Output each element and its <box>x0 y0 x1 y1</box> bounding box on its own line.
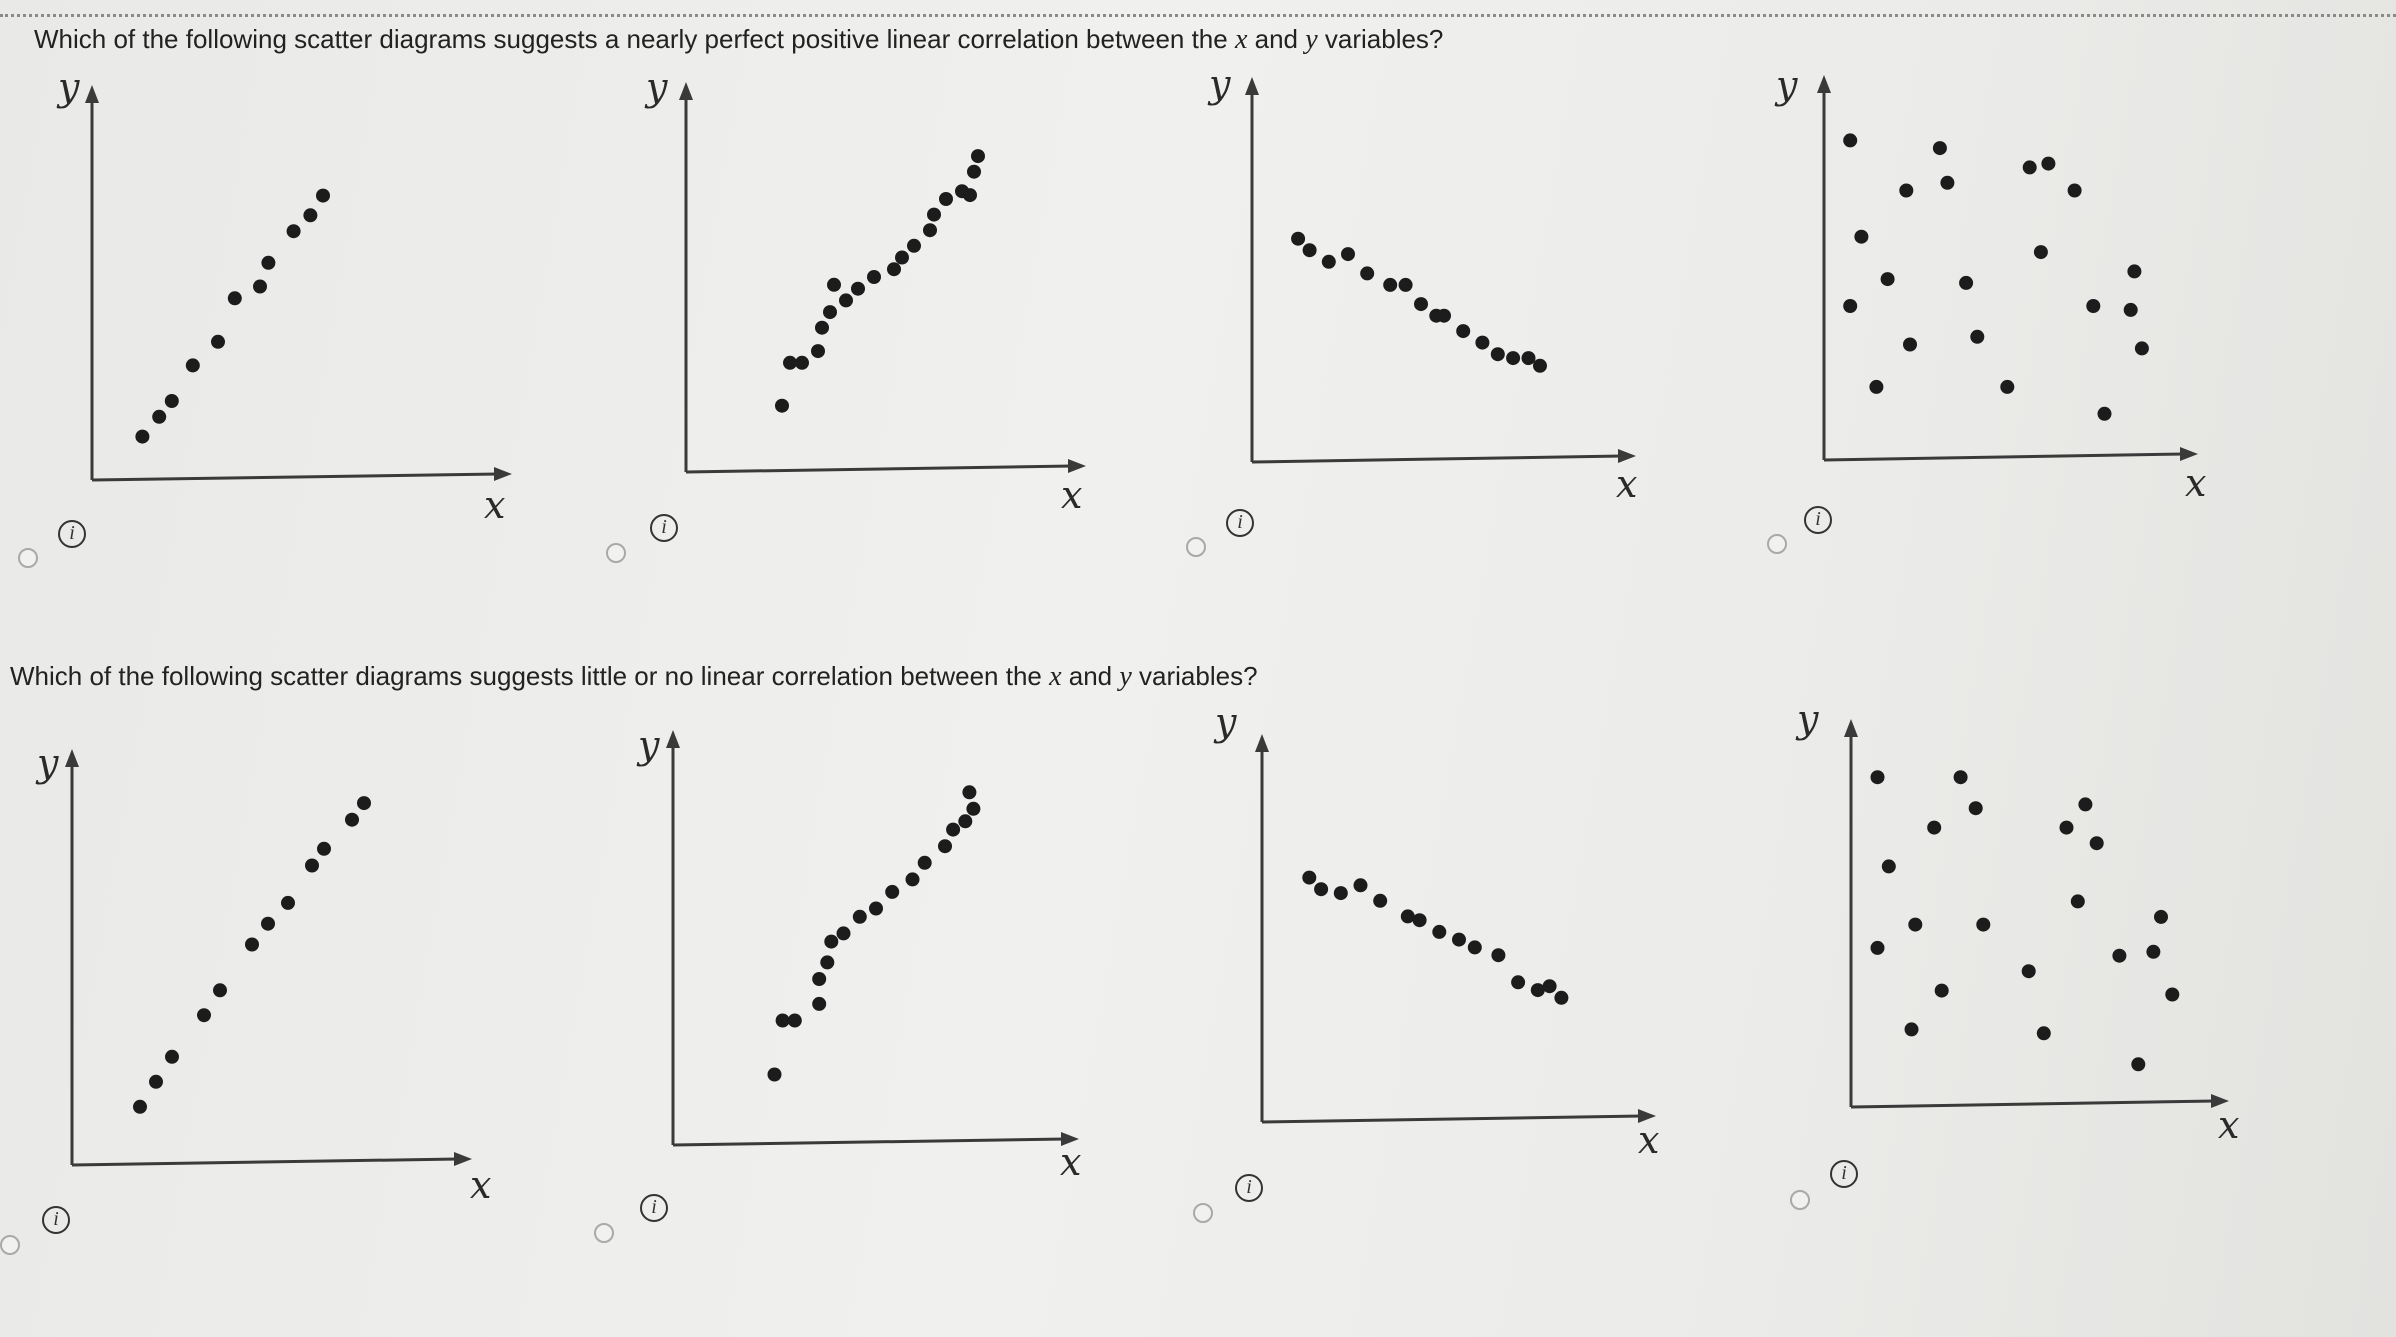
data-point <box>1871 941 1885 955</box>
y-axis-label: y <box>58 65 80 109</box>
data-point <box>927 208 941 222</box>
data-point <box>2112 949 2126 963</box>
data-point <box>2090 836 2104 850</box>
data-point <box>152 410 166 424</box>
data-point <box>823 305 837 319</box>
data-point <box>1554 991 1568 1005</box>
data-point <box>253 280 267 294</box>
x-axis-label: x <box>484 483 506 527</box>
data-point <box>1354 878 1368 892</box>
answer-radio-q2-option-3[interactable] <box>1193 1203 1213 1223</box>
data-point <box>305 859 319 873</box>
data-point <box>2022 964 2036 978</box>
data-point <box>1506 351 1520 365</box>
x-axis-line <box>72 1159 458 1165</box>
data-point <box>1399 278 1413 292</box>
y-axis-arrow <box>679 82 693 100</box>
data-point <box>1522 351 1536 365</box>
scatter-plot-q1-option-3 <box>1207 62 1637 506</box>
info-icon[interactable]: i <box>42 1206 70 1234</box>
data-point <box>2127 264 2141 278</box>
y-axis-label: y <box>37 741 59 785</box>
data-point <box>228 291 242 305</box>
answer-radio-q1-option-1[interactable] <box>18 548 38 568</box>
data-point <box>317 842 331 856</box>
x-axis-line <box>1851 1101 2215 1107</box>
data-point <box>1969 801 1983 815</box>
y-axis-label: y <box>1776 63 1798 107</box>
x-axis-label: x <box>470 1163 492 1207</box>
data-point <box>245 938 259 952</box>
data-point <box>1322 255 1336 269</box>
data-point <box>1905 1022 1919 1036</box>
data-point <box>820 955 834 969</box>
data-point <box>165 394 179 408</box>
data-point <box>1959 276 1973 290</box>
data-point <box>1543 979 1557 993</box>
data-point <box>768 1068 782 1082</box>
data-point <box>1414 297 1428 311</box>
data-point <box>1843 133 1857 147</box>
data-point <box>1413 913 1427 927</box>
data-point <box>1383 278 1397 292</box>
data-point <box>853 910 867 924</box>
x-axis-label: x <box>1060 1140 1082 1184</box>
x-axis-arrow <box>2180 447 2198 461</box>
data-point <box>149 1075 163 1089</box>
data-point <box>811 344 825 358</box>
data-point <box>1303 243 1317 257</box>
data-point <box>827 278 841 292</box>
data-point <box>287 224 301 238</box>
data-point <box>2098 407 2112 421</box>
y-axis-arrow <box>1844 719 1858 737</box>
question-1-text: Which of the following scatter diagrams suggests a nearly perfect positive linear correlation between the x and y variables? <box>34 24 1444 55</box>
answer-radio-q2-option-4[interactable] <box>1790 1190 1810 1210</box>
data-point <box>133 1100 147 1114</box>
data-point <box>869 902 883 916</box>
x-axis-label: x <box>2185 461 2207 505</box>
data-point <box>2037 1026 2051 1040</box>
data-point <box>1511 975 1525 989</box>
scatter-plot-q2-option-4 <box>1795 697 2239 1147</box>
x-axis-line <box>1262 1116 1642 1122</box>
data-point <box>776 1014 790 1028</box>
data-point <box>938 839 952 853</box>
info-icon[interactable]: i <box>1226 509 1254 537</box>
x-axis-line <box>92 474 498 480</box>
data-point <box>795 356 809 370</box>
data-point <box>1456 324 1470 338</box>
data-point <box>1341 247 1355 261</box>
data-point <box>885 885 899 899</box>
data-point <box>918 856 932 870</box>
x-axis-arrow <box>1618 449 1636 463</box>
info-icon[interactable]: i <box>1804 506 1832 534</box>
data-point <box>824 935 838 949</box>
data-point <box>1291 232 1305 246</box>
data-point <box>1927 821 1941 835</box>
data-point <box>851 282 865 296</box>
data-point <box>2154 910 2168 924</box>
data-point <box>2034 245 2048 259</box>
data-point <box>261 917 275 931</box>
data-point <box>345 813 359 827</box>
x-axis-arrow <box>1068 459 1086 473</box>
data-point <box>1491 948 1505 962</box>
y-axis-arrow <box>1817 75 1831 93</box>
x-axis-arrow <box>494 467 512 481</box>
answer-radio-q2-option-1[interactable] <box>0 1235 20 1255</box>
data-point <box>815 321 829 335</box>
data-point <box>867 270 881 284</box>
data-point <box>1881 272 1895 286</box>
data-point <box>1843 299 1857 313</box>
info-icon[interactable]: i <box>1830 1160 1858 1188</box>
data-point <box>1954 770 1968 784</box>
data-point <box>2135 341 2149 355</box>
data-point <box>135 430 149 444</box>
y-axis-label: y <box>646 65 668 109</box>
data-point <box>837 926 851 940</box>
data-point <box>2124 303 2138 317</box>
answer-radio-q2-option-2[interactable] <box>594 1223 614 1243</box>
y-axis-label: y <box>638 723 660 767</box>
x-axis-line <box>686 466 1072 472</box>
data-point <box>197 1008 211 1022</box>
info-icon[interactable]: i <box>58 520 86 548</box>
data-point <box>1940 176 1954 190</box>
scatter-plot-q2-option-1 <box>35 741 491 1207</box>
scatter-plot-q1-option-4 <box>1774 63 2206 505</box>
answer-radio-q1-option-2[interactable] <box>606 543 626 563</box>
data-point <box>895 251 909 265</box>
data-point <box>1869 380 1883 394</box>
data-point <box>1976 918 1990 932</box>
data-point <box>1871 770 1885 784</box>
data-point <box>788 1014 802 1028</box>
data-point <box>939 192 953 206</box>
data-point <box>1334 886 1348 900</box>
data-point <box>2071 894 2085 908</box>
data-point <box>2041 157 2055 171</box>
question-2-text: Which of the following scatter diagrams suggests little or no linear correlation between the x and y variables? <box>10 661 1258 692</box>
y-axis-arrow <box>1245 77 1259 95</box>
data-point <box>1373 894 1387 908</box>
y-axis-label: y <box>1797 697 1819 741</box>
data-point <box>1491 347 1505 361</box>
data-point <box>775 399 789 413</box>
data-point <box>966 802 980 816</box>
y-axis-arrow <box>85 85 99 103</box>
data-point <box>2078 797 2092 811</box>
info-icon[interactable]: i <box>1235 1174 1263 1202</box>
x-axis-label: x <box>1061 473 1083 517</box>
data-point <box>186 358 200 372</box>
answer-radio-q1-option-4[interactable] <box>1767 534 1787 554</box>
data-point <box>812 997 826 1011</box>
data-point <box>958 814 972 828</box>
data-point <box>1468 940 1482 954</box>
data-point <box>213 983 227 997</box>
scatter-plot-q2-option-3 <box>1213 700 1659 1162</box>
x-axis-label: x <box>1616 462 1638 506</box>
x-axis-label: x <box>2218 1103 2240 1147</box>
data-point <box>1854 230 1868 244</box>
scatter-plot-q2-option-2 <box>636 723 1081 1184</box>
data-point <box>963 188 977 202</box>
data-point <box>2086 299 2100 313</box>
data-point <box>1452 933 1466 947</box>
info-icon[interactable]: i <box>650 514 678 542</box>
data-point <box>211 335 225 349</box>
y-axis-arrow <box>1255 734 1269 752</box>
scatter-plot-q1-option-1 <box>56 65 512 527</box>
data-point <box>261 256 275 270</box>
data-point <box>839 293 853 307</box>
x-axis-line <box>1252 456 1622 462</box>
data-point <box>962 785 976 799</box>
info-icon[interactable]: i <box>640 1194 668 1222</box>
data-point <box>2165 988 2179 1002</box>
y-axis-arrow <box>666 730 680 748</box>
x-axis-line <box>1824 454 2184 460</box>
data-point <box>2146 945 2160 959</box>
data-point <box>303 208 317 222</box>
data-point <box>2000 380 2014 394</box>
answer-radio-q1-option-3[interactable] <box>1186 537 1206 557</box>
data-point <box>907 239 921 253</box>
data-point <box>783 356 797 370</box>
data-point <box>2068 184 2082 198</box>
data-point <box>316 189 330 203</box>
data-point <box>1935 984 1949 998</box>
data-point <box>1360 266 1374 280</box>
data-point <box>946 823 960 837</box>
data-point <box>887 262 901 276</box>
data-point <box>967 165 981 179</box>
data-point <box>1437 309 1451 323</box>
data-point <box>2131 1057 2145 1071</box>
y-axis-label: y <box>1209 62 1231 106</box>
data-point <box>812 972 826 986</box>
data-point <box>906 872 920 886</box>
y-axis-label: y <box>1215 700 1237 744</box>
data-point <box>1302 871 1316 885</box>
data-point <box>1533 359 1547 373</box>
data-point <box>971 149 985 163</box>
y-axis-arrow <box>65 749 79 767</box>
data-point <box>357 796 371 810</box>
data-point <box>2023 160 2037 174</box>
scatter-plot-q1-option-2 <box>644 65 1086 517</box>
data-point <box>165 1050 179 1064</box>
x-axis-line <box>673 1139 1065 1145</box>
data-point <box>1475 336 1489 350</box>
data-point <box>1314 882 1328 896</box>
x-axis-label: x <box>1638 1118 1660 1162</box>
data-point <box>923 223 937 237</box>
data-point <box>1908 918 1922 932</box>
data-point <box>1432 925 1446 939</box>
data-point <box>1882 859 1896 873</box>
data-point <box>1970 330 1984 344</box>
data-point <box>2060 821 2074 835</box>
data-point <box>1903 338 1917 352</box>
data-point <box>1933 141 1947 155</box>
data-point <box>1899 184 1913 198</box>
data-point <box>281 896 295 910</box>
